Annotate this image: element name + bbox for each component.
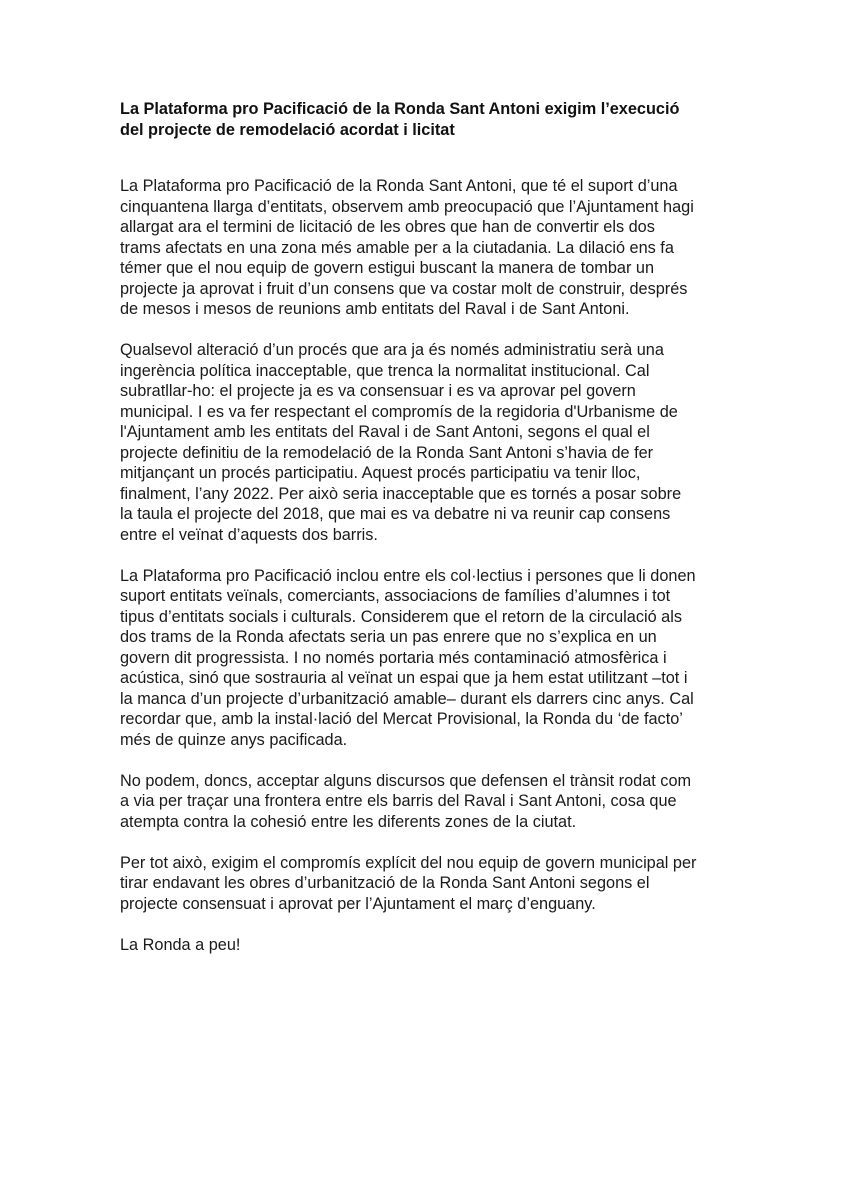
title-line: La Plataforma pro Pacificació de la Ronda Sant Antoni exigim l’execució xyxy=(120,100,680,118)
text-line: tirar endavant les obres d’urbanització de la Ronda Sant Antoni segons el xyxy=(120,874,650,892)
paragraph-2 xyxy=(120,340,760,545)
text-line: govern dit progressista. I no només portaria més contaminació atmosfèrica i xyxy=(120,648,667,667)
paragraph-4 xyxy=(120,771,760,833)
paragraph-5 xyxy=(120,853,760,915)
text-line: ingerència política inacceptable, que trenca la normalitat institucional. Cal xyxy=(120,361,650,380)
text-line: municipal. I es va fer respectant el compromís de la regidoria d'Urbanisme de xyxy=(120,402,678,421)
text-line: a via per traçar una frontera entre els barris del Raval i Sant Antoni, cosa que xyxy=(120,792,677,810)
text-line: la taula el projecte del 2018, que mai es va debatre ni va reunir cap consens xyxy=(120,505,671,523)
text-line: entre el veïnat d’aquests dos barris. xyxy=(120,525,378,544)
title-line: del projecte de remodelació acordat i licitat xyxy=(120,121,455,139)
text-line: més de quinze anys pacificada. xyxy=(120,730,348,749)
text-line: allargat ara el termini de licitació de les obres que han de convertir els dos xyxy=(120,218,655,236)
text-line: projecte ja aprovat i fruit d’un consens que va costar molt de construir, després xyxy=(120,279,688,298)
text-line: Per tot això, exigim el compromís explícit del nou equip de govern municipal per xyxy=(120,853,697,872)
text-line: témer que el nou equip de govern estigui buscant la manera de tombar un xyxy=(120,259,655,277)
text-line: No podem, doncs, acceptar alguns discursos que defensen el trànsit rodat com xyxy=(120,771,692,790)
signoff: La Ronda a peu! xyxy=(120,935,241,954)
text-line: Qualsevol alteració d’un procés que ara ja és només administratiu serà una xyxy=(120,341,664,359)
paragraph-1 xyxy=(120,176,760,320)
document-title xyxy=(120,99,760,141)
text-line: subratllar-ho: el projecte ja es va consensuar i es va aprovar pel govern xyxy=(120,382,636,400)
text-line: projecte definitiu de la remodelació de la Ronda Sant Antoni s’havia de fer xyxy=(120,443,654,462)
document-body xyxy=(120,176,760,955)
text-line: trams afectats en una zona més amable per a la ciutadania. La dilació ens fa xyxy=(120,238,674,257)
text-line: atempta contra la cohesió entre les diferents zones de la ciutat. xyxy=(120,812,577,831)
text-line: finalment, l’any 2022. Per això seria inacceptable que es tornés a posar sobre xyxy=(120,484,682,503)
text-line: suport entitats veïnals, comerciants, associacions de famílies d’alumnes i tot xyxy=(120,587,671,605)
text-line: recordar que, amb la instal·lació del Mercat Provisional, la Ronda du ‘de facto’ xyxy=(120,710,683,728)
text-line: l'Ajuntament amb les entitats del Raval i de Sant Antoni, segons el qual el xyxy=(120,423,650,441)
text-line: dos trams de la Ronda afectats seria un pas enrere que no s’explica en un xyxy=(120,628,657,646)
text-line: la manca d’un projecte d’urbanització amable– durant els darrers cinc anys. Cal xyxy=(120,689,694,708)
text-line: La Plataforma pro Pacificació de la Ronda Sant Antoni, que té el suport d’una xyxy=(120,177,678,195)
text-line: de mesos i mesos de reunions amb entitats del Raval i de Sant Antoni. xyxy=(120,300,630,318)
text-line: acústica, sinó que sostrauria al veïnat un espai que ja hem estat utilitzant –tot i xyxy=(120,669,688,687)
text-line: cinquantena llarga d’entitats, observem amb preocupació que l’Ajuntament hagi xyxy=(120,197,694,216)
text-line: La Plataforma pro Pacificació inclou entre els col·lectius i persones que li donen xyxy=(120,566,696,585)
text-line: mitjançant un procés participatiu. Aquest procés participatiu va tenir lloc, xyxy=(120,464,641,482)
paragraph-3 xyxy=(120,566,760,751)
text-line: projecte consensuat i aprovat per l’Ajuntament el març d’enguany. xyxy=(120,894,596,913)
text-line: tipus d’entitats socials i culturals. Considerem que el retorn de la circulació als xyxy=(120,607,682,626)
